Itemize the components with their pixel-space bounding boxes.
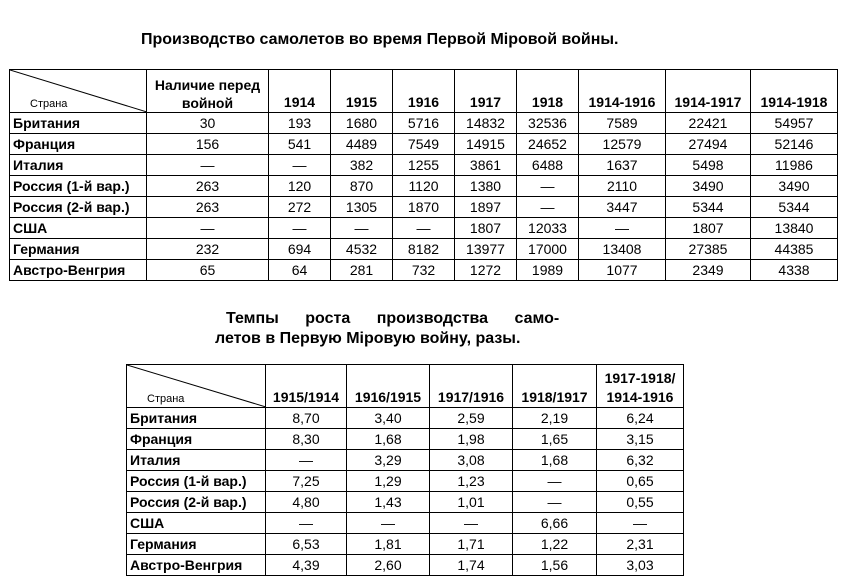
- table-cell: 1807: [666, 218, 751, 239]
- table-cell: 3490: [751, 176, 838, 197]
- country-name: Франция: [127, 429, 266, 450]
- table-cell: —: [597, 513, 684, 534]
- table-cell: 13977: [455, 239, 517, 260]
- table-cell: 5344: [666, 197, 751, 218]
- column-header: 1914-1917: [666, 70, 751, 113]
- table-cell: 24652: [517, 134, 579, 155]
- table-cell: 32536: [517, 113, 579, 134]
- table-cell: —: [266, 450, 347, 471]
- column-header: 1916: [393, 70, 455, 113]
- table-cell: 3490: [666, 176, 751, 197]
- country-name: Британия: [127, 408, 266, 429]
- table-cell: 4,80: [266, 492, 347, 513]
- table-cell: —: [517, 197, 579, 218]
- corner-header: [10, 70, 147, 113]
- table-cell: 65: [147, 260, 269, 281]
- country-name: США: [10, 218, 147, 239]
- table-cell: 44385: [751, 239, 838, 260]
- country-name: Россия (2-й вар.): [127, 492, 266, 513]
- table-cell: 0,55: [597, 492, 684, 513]
- table-cell: 1,56: [513, 555, 597, 576]
- table-cell: 1,74: [430, 555, 513, 576]
- table-cell: 1,23: [430, 471, 513, 492]
- table-cell: 1255: [393, 155, 455, 176]
- corner-header: [127, 365, 266, 408]
- table-cell: 1,68: [513, 450, 597, 471]
- table-cell: 4489: [331, 134, 393, 155]
- country-name: Австро-Венгрия: [10, 260, 147, 281]
- table-cell: 1989: [517, 260, 579, 281]
- table-cell: 7,25: [266, 471, 347, 492]
- table-cell: 1807: [455, 218, 517, 239]
- country-name: Италия: [127, 450, 266, 471]
- table-cell: 8,70: [266, 408, 347, 429]
- table-row: [127, 492, 684, 513]
- table-cell: 1870: [393, 197, 455, 218]
- table-row: [127, 471, 684, 492]
- table-cell: 263: [147, 197, 269, 218]
- table-row: [10, 176, 838, 197]
- table2-title-line2: летов в Первую Міровую войну, разы.: [215, 330, 521, 347]
- table-cell: 272: [269, 197, 331, 218]
- table-cell: 5716: [393, 113, 455, 134]
- country-name: Германия: [127, 534, 266, 555]
- corner-label: Страна: [30, 98, 68, 110]
- table-cell: —: [430, 513, 513, 534]
- table-cell: 8,30: [266, 429, 347, 450]
- country-name: Россия (1-й вар.): [127, 471, 266, 492]
- table-cell: 1,98: [430, 429, 513, 450]
- column-header: 1917-1918/ 1914-1916: [597, 365, 684, 408]
- column-header: 1914-1916: [579, 70, 666, 113]
- table-cell: 6,66: [513, 513, 597, 534]
- country-name: Россия (1-й вар.): [10, 176, 147, 197]
- table-cell: —: [579, 218, 666, 239]
- table-cell: 11986: [751, 155, 838, 176]
- table-cell: 1637: [579, 155, 666, 176]
- table-cell: 3,08: [430, 450, 513, 471]
- table-row: [127, 513, 684, 534]
- table-cell: 14915: [455, 134, 517, 155]
- table-cell: 6,32: [597, 450, 684, 471]
- table-cell: 1,65: [513, 429, 597, 450]
- table-cell: 12579: [579, 134, 666, 155]
- table1-title: Производство самолетов во время Первой Міровой войны.: [141, 31, 619, 48]
- table-cell: 13840: [751, 218, 838, 239]
- table-cell: 5344: [751, 197, 838, 218]
- table-cell: 156: [147, 134, 269, 155]
- table-cell: 1120: [393, 176, 455, 197]
- table-row: [127, 408, 684, 429]
- table-cell: 7589: [579, 113, 666, 134]
- table-cell: 4532: [331, 239, 393, 260]
- country-name: Россия (2-й вар.): [10, 197, 147, 218]
- table-cell: 54957: [751, 113, 838, 134]
- table-cell: 6488: [517, 155, 579, 176]
- table-cell: 2349: [666, 260, 751, 281]
- table-cell: 1,01: [430, 492, 513, 513]
- table-cell: 1380: [455, 176, 517, 197]
- table-cell: —: [347, 513, 430, 534]
- table-cell: 8182: [393, 239, 455, 260]
- table-cell: 1,68: [347, 429, 430, 450]
- country-name: Италия: [10, 155, 147, 176]
- table-cell: 1,71: [430, 534, 513, 555]
- country-name: Германия: [10, 239, 147, 260]
- country-name: США: [127, 513, 266, 534]
- column-header: 1918/1917: [513, 365, 597, 408]
- table-cell: 64: [269, 260, 331, 281]
- table-cell: 13408: [579, 239, 666, 260]
- table-cell: 22421: [666, 113, 751, 134]
- table-cell: 17000: [517, 239, 579, 260]
- table-cell: 281: [331, 260, 393, 281]
- table-cell: 120: [269, 176, 331, 197]
- table-cell: —: [147, 218, 269, 239]
- growth-rate-table: [126, 364, 684, 576]
- table-cell: —: [266, 513, 347, 534]
- table-cell: —: [269, 218, 331, 239]
- table-cell: 3447: [579, 197, 666, 218]
- table-cell: 1305: [331, 197, 393, 218]
- table-cell: 27494: [666, 134, 751, 155]
- table-cell: 0,65: [597, 471, 684, 492]
- table-row: [10, 239, 838, 260]
- table-cell: 3,15: [597, 429, 684, 450]
- table-cell: 2110: [579, 176, 666, 197]
- table-cell: 6,24: [597, 408, 684, 429]
- table-cell: 3,40: [347, 408, 430, 429]
- table-cell: —: [331, 218, 393, 239]
- country-name: Британия: [10, 113, 147, 134]
- table-cell: 3861: [455, 155, 517, 176]
- table-cell: 1,29: [347, 471, 430, 492]
- table-cell: 5498: [666, 155, 751, 176]
- table-cell: 6,53: [266, 534, 347, 555]
- column-header: 1917/1916: [430, 365, 513, 408]
- table-row: [127, 450, 684, 471]
- column-header: 1915/1914: [266, 365, 347, 408]
- table-cell: —: [147, 155, 269, 176]
- table2-title-line1: Темпы роста производства само-: [226, 310, 560, 327]
- table-cell: 732: [393, 260, 455, 281]
- column-header: 1914: [269, 70, 331, 113]
- table-row: [10, 134, 838, 155]
- table-cell: 14832: [455, 113, 517, 134]
- table-row: [127, 555, 684, 576]
- column-header: Наличие перед войной: [147, 70, 269, 113]
- table-cell: 263: [147, 176, 269, 197]
- table-cell: 3,03: [597, 555, 684, 576]
- column-header: 1918: [517, 70, 579, 113]
- column-header: 1914-1918: [751, 70, 838, 113]
- table-row: [10, 260, 838, 281]
- column-header: 1915: [331, 70, 393, 113]
- table-cell: 2,60: [347, 555, 430, 576]
- table-cell: 7549: [393, 134, 455, 155]
- table-cell: 1272: [455, 260, 517, 281]
- country-name: Австро-Венгрия: [127, 555, 266, 576]
- table-cell: 2,19: [513, 408, 597, 429]
- table-cell: —: [269, 155, 331, 176]
- table-cell: 232: [147, 239, 269, 260]
- table-cell: 1077: [579, 260, 666, 281]
- table-row: [127, 534, 684, 555]
- table-cell: 1680: [331, 113, 393, 134]
- country-name: Франция: [10, 134, 147, 155]
- table-row: [10, 155, 838, 176]
- table-cell: —: [513, 492, 597, 513]
- table-cell: 694: [269, 239, 331, 260]
- table-cell: 12033: [517, 218, 579, 239]
- table-cell: —: [513, 471, 597, 492]
- column-header: 1917: [455, 70, 517, 113]
- table-row: [10, 218, 838, 239]
- table-cell: 2,31: [597, 534, 684, 555]
- table-cell: 2,59: [430, 408, 513, 429]
- table-cell: —: [517, 176, 579, 197]
- table-cell: 541: [269, 134, 331, 155]
- table-cell: 27385: [666, 239, 751, 260]
- table-cell: 193: [269, 113, 331, 134]
- table-row: [10, 197, 838, 218]
- table-cell: 30: [147, 113, 269, 134]
- table-cell: 4338: [751, 260, 838, 281]
- table-cell: —: [393, 218, 455, 239]
- table-row: [127, 429, 684, 450]
- table-cell: 1,43: [347, 492, 430, 513]
- table-cell: 4,39: [266, 555, 347, 576]
- table-cell: 3,29: [347, 450, 430, 471]
- production-table: [9, 69, 838, 281]
- table-cell: 1897: [455, 197, 517, 218]
- table-cell: 870: [331, 176, 393, 197]
- corner-label: Страна: [147, 393, 185, 405]
- table-cell: 382: [331, 155, 393, 176]
- table-cell: 1,81: [347, 534, 430, 555]
- table-cell: 1,22: [513, 534, 597, 555]
- column-header: 1916/1915: [347, 365, 430, 408]
- table-row: [10, 113, 838, 134]
- table-cell: 52146: [751, 134, 838, 155]
